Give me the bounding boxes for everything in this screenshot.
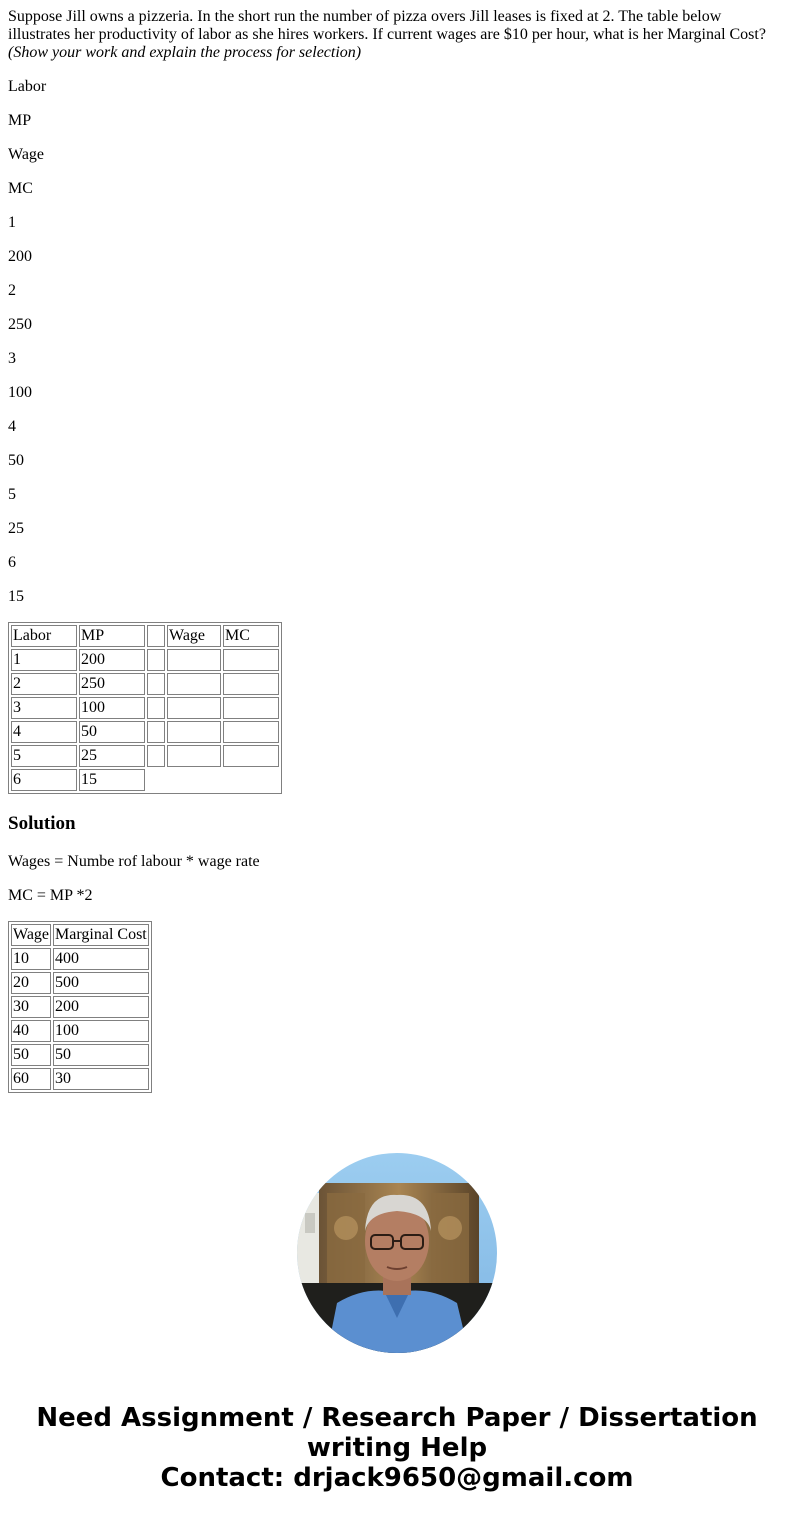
solution-table: [8, 921, 152, 1093]
table-cell: [147, 697, 165, 719]
table-cell: [167, 745, 221, 767]
table-cell: [167, 649, 221, 671]
author-avatar: [297, 1153, 497, 1353]
list-item: 250: [8, 316, 32, 333]
table-cell: 50: [79, 721, 145, 743]
list-item: 200: [8, 248, 32, 265]
author-portrait-icon: [297, 1153, 497, 1353]
list-item: Labor: [8, 78, 47, 95]
table-cell: 500: [53, 972, 149, 994]
question-instruction: (Show your work and explain the process for selection): [8, 44, 362, 61]
table-cell: 200: [53, 996, 149, 1018]
list-item: 4: [8, 418, 16, 435]
table-cell: [223, 745, 279, 767]
table-cell: 100: [53, 1020, 149, 1042]
list-item: 6: [8, 554, 16, 571]
question-text: Suppose Jill owns a pizzeria. In the short run the number of pizza overs Jill leases is fixed at 2. The table below illustrates her productivity of labor as she hires workers. If current wages are $10 per hour, what is her Marginal Cost?: [8, 8, 766, 43]
table-row: [11, 697, 279, 719]
table-cell: 50: [53, 1044, 149, 1066]
table-cell: 40: [11, 1020, 51, 1042]
table-cell: [167, 721, 221, 743]
table-header-row: [11, 625, 279, 647]
header-cell-mc: MC: [223, 625, 279, 647]
header-cell-labor: Labor: [11, 625, 77, 647]
table-cell: 30: [11, 996, 51, 1018]
table-cell: 10: [11, 948, 51, 970]
promo-line-2: writing Help: [306, 1433, 488, 1463]
table-cell: [223, 697, 279, 719]
table-cell: [147, 673, 165, 695]
list-item: MP: [8, 112, 32, 129]
table-cell: [223, 721, 279, 743]
header-cell-marginal-cost: Marginal Cost: [53, 924, 149, 946]
list-item: MC: [8, 180, 33, 197]
promo-banner: [0, 1403, 794, 1493]
promo-line-1: Need Assignment / Research Paper / Dissertation: [36, 1403, 758, 1433]
table-row: [11, 1044, 149, 1066]
table-cell: [147, 649, 165, 671]
question-paragraph: [8, 8, 786, 62]
list-item: 1: [8, 214, 16, 231]
table-cell: 4: [11, 721, 77, 743]
header-cell-blank: [147, 625, 165, 647]
table-cell: 5: [11, 745, 77, 767]
table-cell: 60: [11, 1068, 51, 1090]
promo-contact: Contact: drjack9650@gmail.com: [160, 1463, 634, 1493]
table-row: [11, 673, 279, 695]
header-cell-wage: Wage: [11, 924, 51, 946]
table-cell: 6: [11, 769, 77, 791]
table-cell: [147, 745, 165, 767]
list-item: 2: [8, 282, 16, 299]
solution-line-wages: Wages = Numbe rof labour * wage rate: [8, 853, 260, 870]
table-row: [11, 1068, 149, 1090]
table-row: [11, 972, 149, 994]
table-cell: 2: [11, 673, 77, 695]
table-row: [11, 996, 149, 1018]
list-item: 50: [8, 452, 24, 469]
header-cell-mp: MP: [79, 625, 145, 647]
table-row: [11, 649, 279, 671]
table-cell: 25: [79, 745, 145, 767]
table-row: [11, 1020, 149, 1042]
table-cell: 30: [53, 1068, 149, 1090]
list-item: 100: [8, 384, 32, 401]
table-header-row: [11, 924, 149, 946]
table-cell: [147, 721, 165, 743]
table-row: [11, 721, 279, 743]
table-cell: [223, 649, 279, 671]
table-cell: 20: [11, 972, 51, 994]
table-row: [11, 948, 149, 970]
table-empty-span: [147, 769, 279, 791]
table-cell: 200: [79, 649, 145, 671]
table-cell: 15: [79, 769, 145, 791]
table-cell: [223, 673, 279, 695]
table-cell: [167, 697, 221, 719]
table-cell: 250: [79, 673, 145, 695]
list-item: 3: [8, 350, 16, 367]
table-cell: 400: [53, 948, 149, 970]
table-row: [11, 745, 279, 767]
table-cell: [167, 673, 221, 695]
list-item: 25: [8, 520, 24, 537]
list-item: 15: [8, 588, 24, 605]
list-item: Wage: [8, 146, 45, 163]
solution-title: Solution: [8, 813, 76, 834]
table-cell: 50: [11, 1044, 51, 1066]
list-item: 5: [8, 486, 16, 503]
paragraph-list: [8, 78, 786, 606]
table-cell: 1: [11, 649, 77, 671]
table-row: [11, 769, 279, 791]
table-cell: 100: [79, 697, 145, 719]
header-cell-wage: Wage: [167, 625, 221, 647]
solution-line-mc: MC = MP *2: [8, 887, 93, 904]
table-cell: 3: [11, 697, 77, 719]
question-table: [8, 622, 282, 794]
